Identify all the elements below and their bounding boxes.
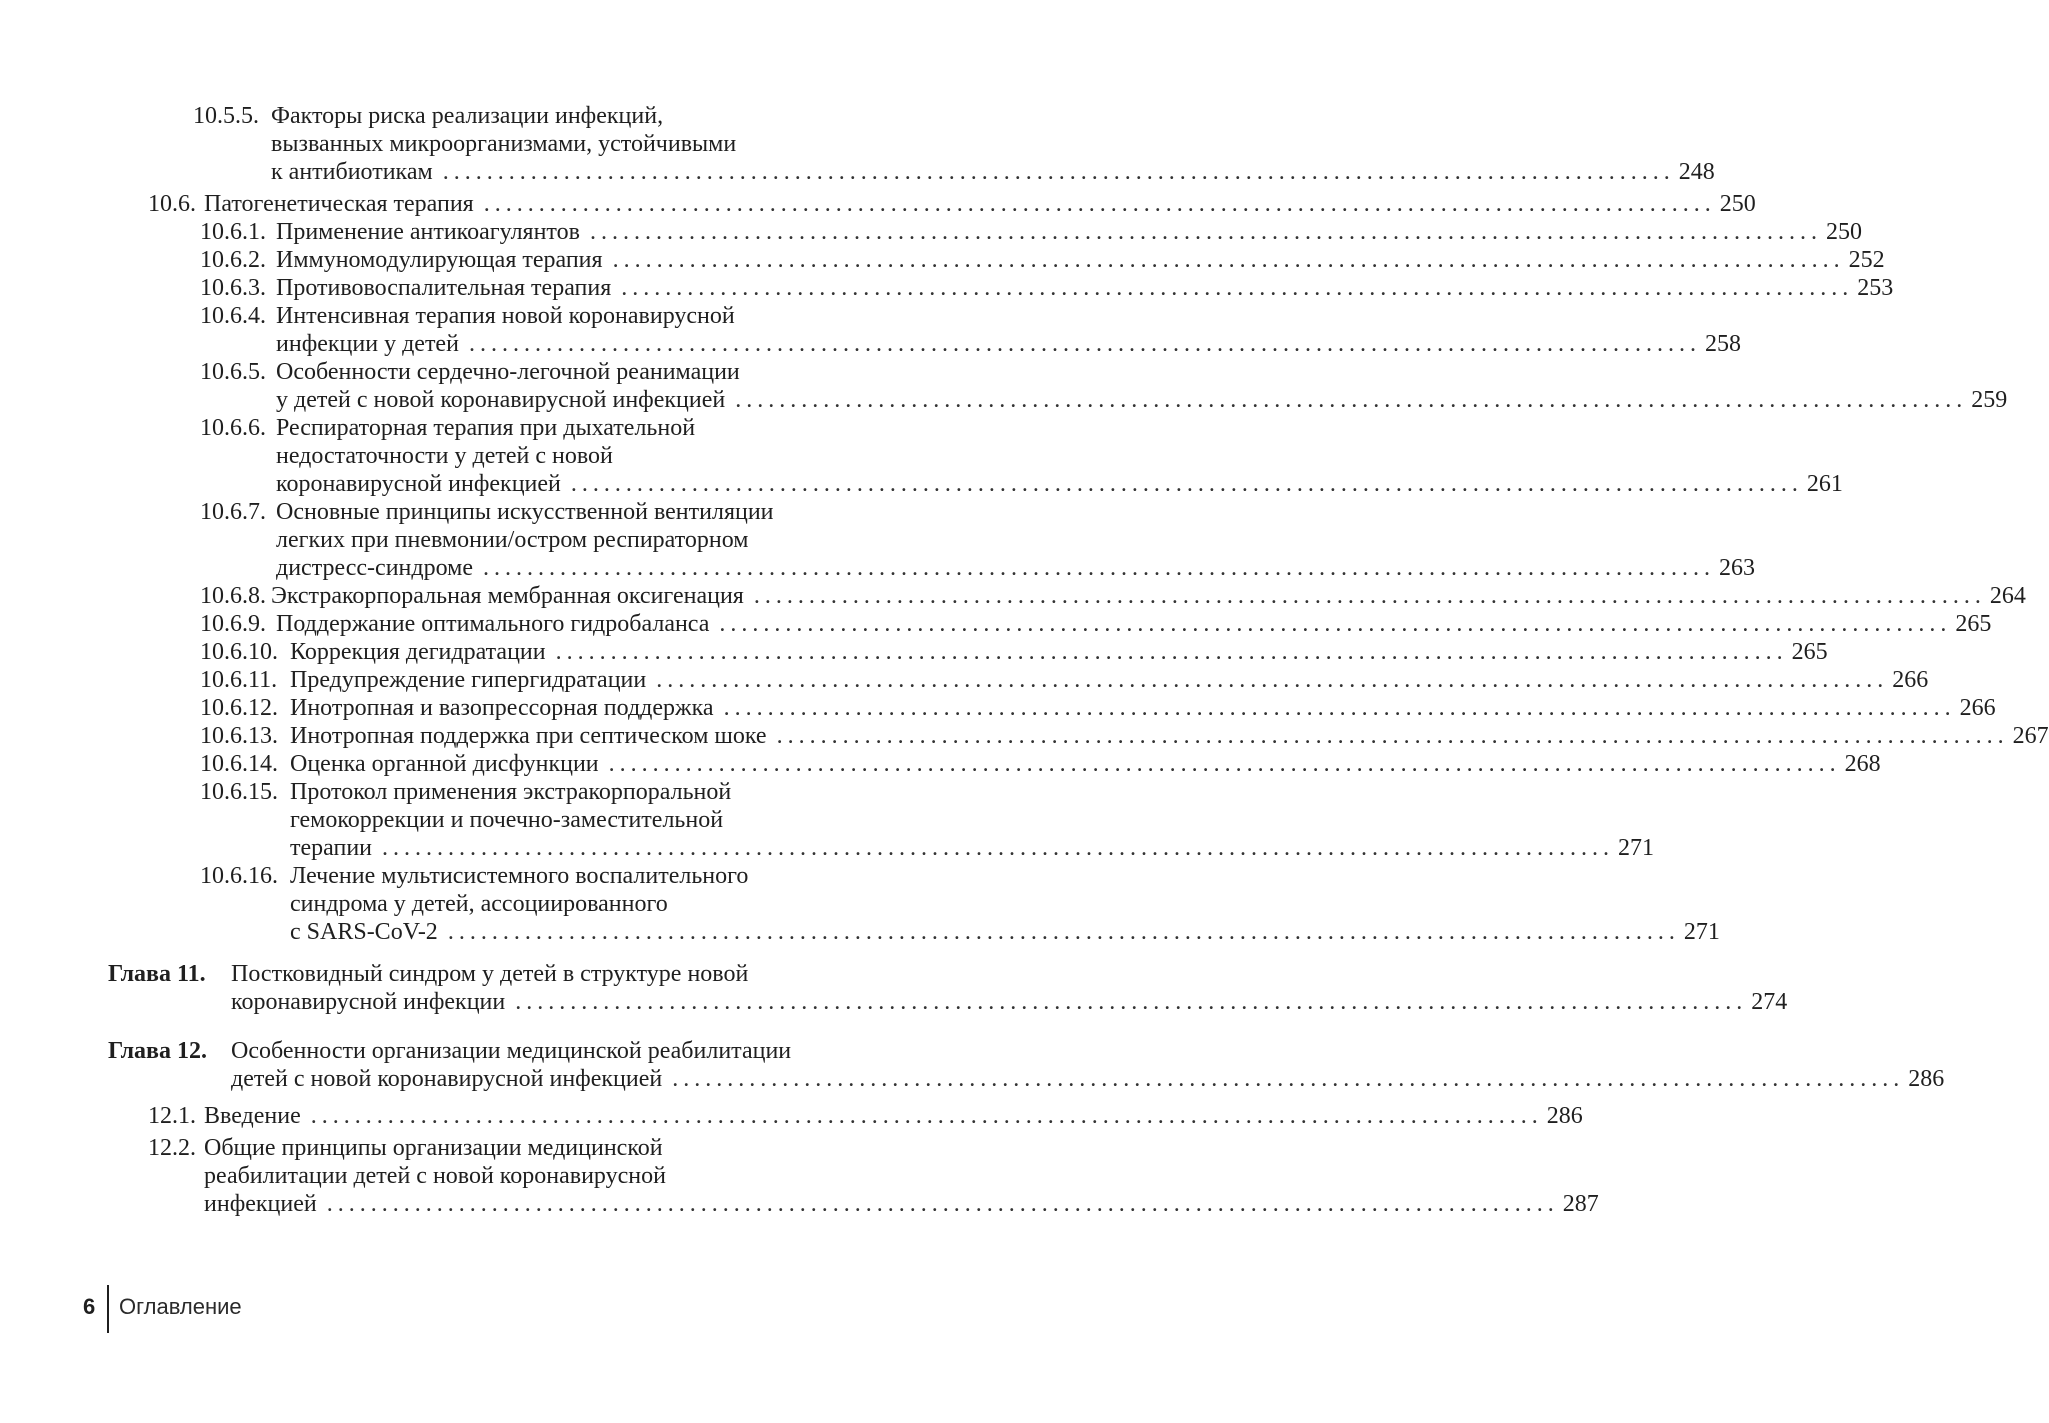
toc-entry-number: 10.6.10.: [200, 639, 278, 665]
dot-leader: ................................................................................................................: [723, 695, 1956, 721]
toc-entry-title-line: Экстракорпоральная мембранная оксигенация: [271, 583, 744, 609]
toc-entry-last-line: [276, 386, 2008, 414]
toc-entry-number: 10.6.9.: [200, 611, 266, 637]
toc-entry-title-line: Введение: [204, 1103, 301, 1129]
dot-leader: ................................................................................................................: [382, 835, 1615, 861]
dot-leader: ................................................................................................................: [442, 159, 1675, 185]
dot-leader: ................................................................................................................: [326, 1191, 1559, 1217]
toc-entry-number: 10.6.15.: [200, 779, 278, 805]
toc-entry-number: Глава 12.: [108, 1038, 207, 1064]
toc-entry-title-line: Применение антикоагулянтов: [276, 219, 580, 245]
toc-entry-title-line: терапии: [290, 835, 373, 861]
toc-entry-number: 10.6.6.: [200, 415, 266, 441]
toc-page-number: 253: [1857, 275, 1894, 301]
toc-page-number: 266: [1892, 667, 1929, 693]
toc-entry-last-line: [231, 1065, 1945, 1093]
toc-page-number: 250: [1719, 191, 1756, 217]
toc-entry-number: 10.6.14.: [200, 751, 278, 777]
toc-entry-title-line: Факторы риска реализации инфекций,: [271, 103, 664, 129]
toc-entry-title-line: Противовоспалительная терапия: [276, 275, 612, 301]
toc-entry-title-line: легких при пневмонии/остром респираторном: [276, 527, 749, 553]
toc-page-number: 271: [1683, 919, 1720, 945]
toc-entry-last-line: [271, 582, 2026, 610]
dot-leader: ................................................................................................................: [468, 331, 1701, 357]
toc-entry-number: 10.6.12.: [200, 695, 278, 721]
toc-entry-title-line: Иммуномодулирующая терапия: [276, 247, 603, 273]
toc-entry-title-line: Общие принципы организации медицинской: [204, 1135, 663, 1161]
toc-page-number: 263: [1718, 555, 1755, 581]
toc-entry-title-line: Поддержание оптимального гидробаланса: [276, 611, 710, 637]
toc-entry-title-line: инфекцией: [204, 1191, 317, 1217]
toc-entry-last-line: [204, 1190, 1599, 1218]
toc-entry-last-line: [290, 834, 1655, 862]
toc-entry-title-line: синдрома у детей, ассоциированного: [290, 891, 668, 917]
toc-entry-last-line: [290, 666, 1929, 694]
toc-entry-number: 12.2.: [148, 1135, 196, 1161]
toc-entry-title-line: Респираторная терапия при дыхательной: [276, 415, 696, 441]
dot-leader: ................................................................................................................: [776, 723, 2009, 749]
toc-entry-last-line: [204, 190, 1756, 218]
toc-entry-number: Глава 11.: [108, 961, 206, 987]
toc-page-number: 267: [2012, 723, 2049, 749]
toc-entry-title-line: реабилитации детей с новой коронавирусной: [204, 1163, 666, 1189]
toc-entry-last-line: [276, 330, 1741, 358]
dot-leader: ................................................................................................................: [482, 555, 1715, 581]
toc-entry-number: 10.6.7.: [200, 499, 266, 525]
toc-entry-title-line: Протокол применения экстракорпоральной: [290, 779, 732, 805]
dot-leader: ................................................................................................................: [555, 639, 1788, 665]
toc-entry-last-line: [276, 246, 1885, 274]
dot-leader: ................................................................................................................: [515, 989, 1748, 1015]
toc-page-number: 266: [1959, 695, 1996, 721]
dot-leader: ................................................................................................................: [483, 191, 1716, 217]
toc-page-number: 271: [1618, 835, 1655, 861]
toc-entry-last-line: [276, 218, 1862, 246]
toc-entry-title-line: Инотропная поддержка при септическом шоке: [290, 723, 767, 749]
dot-leader: ................................................................................................................: [621, 275, 1854, 301]
toc-entry-number: 10.6.13.: [200, 723, 278, 749]
toc-entry-title-line: Интенсивная терапия новой коронавирусной: [276, 303, 735, 329]
toc-page-number: 286: [1546, 1103, 1583, 1129]
toc-entry-number: 10.6.4.: [200, 303, 266, 329]
toc-entry-title-line: Предупреждение гипергидратации: [290, 667, 647, 693]
toc-entry-last-line: [276, 610, 1992, 638]
toc-entry-title-line: коронавирусной инфекцией: [276, 471, 561, 497]
dot-leader: ................................................................................................................: [608, 751, 1841, 777]
toc-entry-last-line: [290, 694, 1996, 722]
toc-entry-title-line: Основные принципы искусственной вентиляции: [276, 499, 774, 525]
toc-entry-title-line: у детей с новой коронавирусной инфекцией: [276, 387, 726, 413]
toc-entry-number: 10.6.: [148, 191, 196, 217]
toc-entry-title-line: с SARS-CoV-2: [290, 919, 438, 945]
toc-entry-number: 10.6.1.: [200, 219, 266, 245]
toc-page-number: 252: [1848, 247, 1885, 273]
toc-page-number: 265: [1955, 611, 1992, 637]
toc-entry-last-line: [204, 1102, 1583, 1130]
toc-entry-last-line: [290, 722, 2049, 750]
dot-leader: ................................................................................................................: [612, 247, 1845, 273]
dot-leader: ................................................................................................................: [656, 667, 1889, 693]
toc-entry-number: 10.6.5.: [200, 359, 266, 385]
toc-entry-title-line: гемокоррекции и почечно-заместительной: [290, 807, 724, 833]
dot-leader: ................................................................................................................: [753, 583, 1986, 609]
toc-page-number: 261: [1806, 471, 1843, 497]
toc-entry-title-line: недостаточности у детей с новой: [276, 443, 613, 469]
toc-entry-last-line: [276, 554, 1755, 582]
dot-leader: ................................................................................................................: [719, 611, 1952, 637]
toc-entry-number: 10.6.11.: [200, 667, 278, 693]
toc-page-number: 264: [1989, 583, 2026, 609]
toc-entry-number: 10.6.3.: [200, 275, 266, 301]
toc-page-number: 286: [1908, 1066, 1945, 1092]
footer-section-title: Оглавление: [119, 1294, 242, 1319]
toc-entry-number: 12.1.: [148, 1103, 196, 1129]
dot-leader: ................................................................................................................: [735, 387, 1968, 413]
toc-entry-title-line: инфекции у детей: [276, 331, 459, 357]
toc-entry-last-line: [290, 750, 1881, 778]
toc-entry-number: 10.6.16.: [200, 863, 278, 889]
toc-page-number: 259: [1971, 387, 2008, 413]
toc-entry-last-line: [276, 274, 1894, 302]
toc-entry-title-line: Особенности сердечно-легочной реанимации: [276, 359, 740, 385]
toc-page-number: 248: [1678, 159, 1715, 185]
dot-leader: ................................................................................................................: [672, 1066, 1905, 1092]
toc-page-number: 265: [1791, 639, 1828, 665]
toc-entry-title-line: Постковидный синдром у детей в структуре новой: [231, 961, 749, 987]
toc-entry-number: 10.6.2.: [200, 247, 266, 273]
toc-entry-number: 10.6.8.: [200, 583, 266, 609]
toc-entry-last-line: [231, 988, 1788, 1016]
toc-entry-title-line: вызванных микроорганизмами, устойчивыми: [271, 131, 737, 157]
toc-page-number: 258: [1704, 331, 1741, 357]
toc-entry-title-line: к антибиотикам: [271, 159, 433, 185]
toc-entry-title-line: Инотропная и вазопрессорная поддержка: [290, 695, 714, 721]
toc-page-number: 287: [1562, 1191, 1599, 1217]
toc-entry-title-line: Лечение мультисистемного воспалительного: [290, 863, 749, 889]
toc-entry-last-line: [290, 918, 1720, 946]
dot-leader: ................................................................................................................: [589, 219, 1822, 245]
footer-page-number: 6: [83, 1294, 96, 1319]
toc-page-number: 274: [1751, 989, 1788, 1015]
toc-page-number: 250: [1825, 219, 1862, 245]
toc-entry-last-line: [290, 638, 1828, 666]
toc-entry-number: 10.5.5.: [193, 103, 259, 129]
toc-entry-last-line: [271, 158, 1715, 186]
dot-leader: ................................................................................................................: [447, 919, 1680, 945]
dot-leader: ................................................................................................................: [310, 1103, 1543, 1129]
footer-divider: [107, 1285, 109, 1333]
toc-entry-title-line: Коррекция дегидратации: [290, 639, 546, 665]
toc-entry-last-line: [276, 470, 1843, 498]
toc-entry-title-line: Особенности организации медицинской реабилитации: [231, 1038, 792, 1064]
toc-page-number: 268: [1844, 751, 1881, 777]
toc-entry-title-line: Патогенетическая терапия: [204, 191, 474, 217]
toc-entry-title-line: коронавирусной инфекции: [231, 989, 506, 1015]
toc-entry-title-line: Оценка органной дисфункции: [290, 751, 599, 777]
toc-entry-title-line: детей с новой коронавирусной инфекцией: [231, 1066, 663, 1092]
toc-entry-title-line: дистресс-синдроме: [276, 555, 473, 581]
dot-leader: ................................................................................................................: [570, 471, 1803, 497]
